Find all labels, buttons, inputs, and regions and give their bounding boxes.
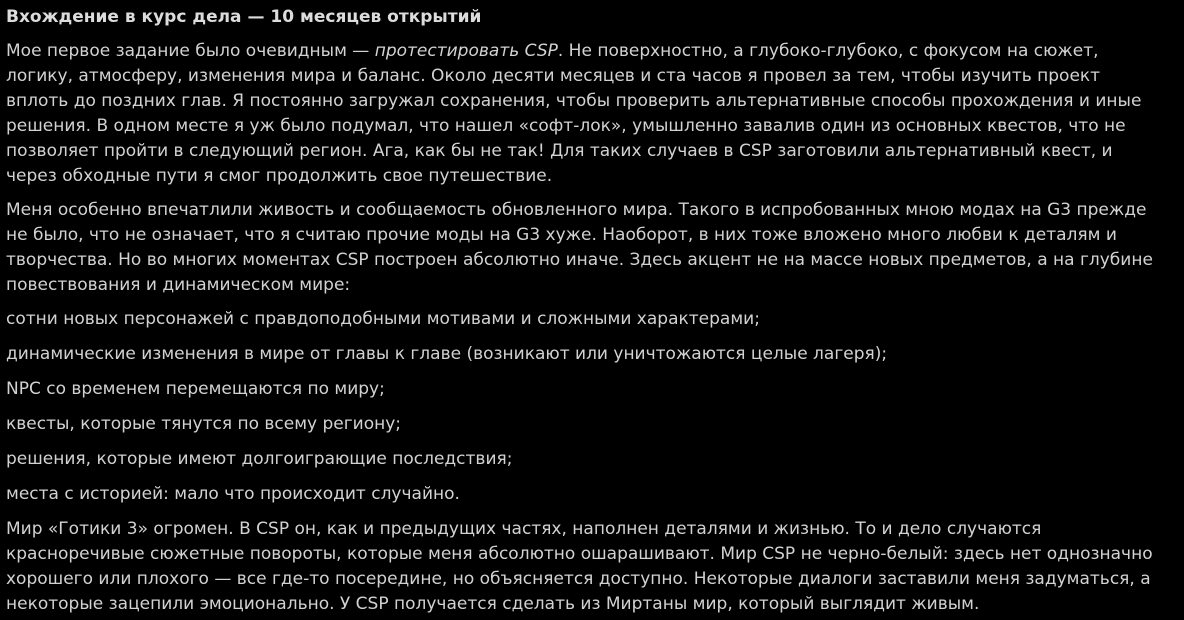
list-item: квесты, которые тянутся по всему региону; [6,414,402,434]
list-item: сотни новых персонажей с правдоподобными мотивами и сложными характерами; [6,309,760,329]
paragraph-intro-start: Мое первое задание было очевидным — [6,41,375,61]
list-item: места с историей: мало что происходит случайно. [6,484,460,504]
paragraph-intro-emphasis: протестировать CSP [374,41,558,61]
list-item: динамические изменения в мире от главы к главе (возникают или уничтожаются целые лагеря); [6,344,888,364]
section-heading: Вхождение в курс дела — 10 месяцев открытий [6,7,482,27]
paragraph-conclusion: Мир «Готики 3» огромен. В CSP он, как и предыдущих частях, наполнен деталями и жизнью. То и дело случаются красноречивые сюжетные повороты, которые меня абсолютно ошарашивают. Мир CSP не черно-белый: здесь нет однозначно хорошего или плохого — все где-то посередине, но объясняется доступно. Некоторые диалоги заставили меня задуматься, а некоторые зацепили эмоционально. У CSP получается сделать из Миртаны мир, который выглядит живым. [6,519,1153,614]
list-item: решения, которые имеют долгоиграющие последствия; [6,449,513,469]
paragraph-intro [6,39,1156,189]
paragraph-intro-rest: . Не поверхностно, а глубоко-глубоко, с фокусом на сюжет, логику, атмосферу, изменения мира и баланс. Около десяти месяцев и ста часов я провел за тем, чтобы изучить проект вплоть до поздних глав. Я постоянно загружал сохранения, чтобы проверить альтернативные способы прохождения и иные решения. В одном месте я уж было подумал, что нашел «софт-лок», умышленно завалив один из основных квестов, что не позволяет пройти в следующий регион. Ага, как бы не так! Для таких случаев в CSP заготовили альтернативный квест, и через обходные пути я смог продолжить свое путешествие. [6,41,1142,186]
paragraph-world: Меня особенно впечатлили живость и сообщаемость обновленного мира. Такого в испробованных мною модах на G3 прежде не было, что не означает, что я считаю прочие моды на G3 хуже. Наоборот, в них тоже вложено много любви к деталям и творчества. Но во многих моментах CSP построен абсолютно иначе. Здесь акцент не на массе новых предметов, а на глубине повествования и динамическом мире: [6,200,1153,295]
list-item: NPC со временем перемещаются по миру; [6,379,385,399]
